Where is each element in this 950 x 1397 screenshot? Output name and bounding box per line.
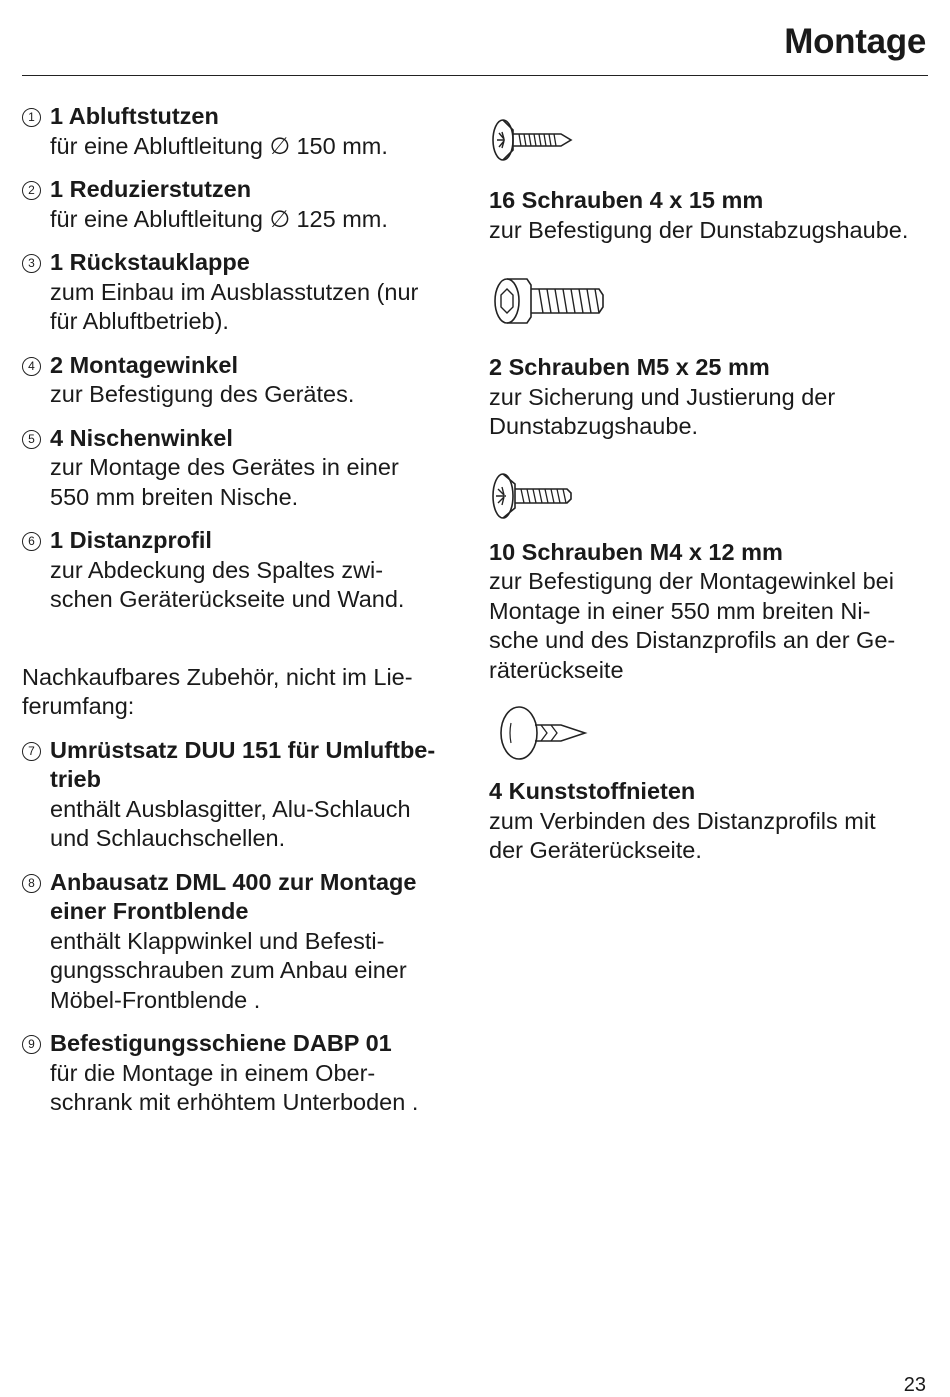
item-number: 8 [22,874,41,893]
list-item [22,175,462,234]
plastic-rivet-icon [489,705,599,765]
part-title: 16 Schrauben 4 x 15 mm [489,187,764,213]
accessories-intro: Nachkaufbares Zubehör, nicht im Lie- ferumfang: [22,663,413,719]
item-description: zur Montage des Gerätes in einer 550 mm breiten Nische. [50,454,399,510]
part-description: zur Sicherung und Justierung der Dunstabzugshaube. [489,383,836,439]
part-title: 4 Kunststoffnieten [489,778,696,804]
wood-screw-icon [489,112,589,172]
left-column [22,102,462,1132]
list-item [22,424,462,513]
item-number: 6 [22,532,41,551]
part-title: 10 Schrauben M4 x 12 mm [489,538,783,565]
item-number: 1 [22,108,41,127]
item-title: 1 Abluftstutzen [50,103,219,129]
part-item [489,112,934,245]
item-description: zum Einbau im Ausblasstutzen (nur für Abluftbetrieb). [50,278,419,334]
item-number: 2 [22,181,41,200]
item-number: 9 [22,1035,41,1054]
list-item [22,102,462,161]
item-title: Umrüstsatz DUU 151 für Umluftbe- trieb [50,736,436,792]
accessory-item [22,868,462,1016]
list-item [22,248,462,337]
item-title: 4 Nischenwinkel [50,424,233,451]
list-item [22,351,462,410]
part-description: zur Befestigung der Dunstabzugshaube. [489,216,909,243]
page-title: Montage [784,22,926,61]
item-description: für eine Abluftleitung ∅ 150 mm. [50,132,388,159]
item-description: enthält Klappwinkel und Befesti- gungsschrauben zum Anbau einer Möbel-Frontblende . [50,927,407,1013]
item-description: zur Abdeckung des Spaltes zwi- schen Geräterückseite und Wand. [50,556,405,612]
item-title: 1 Distanzprofil [50,527,212,553]
item-title: 2 Montagewinkel [50,351,239,378]
page-number: 23 [903,1374,926,1396]
part-item [489,267,934,442]
accessory-item [22,736,462,854]
item-number: 5 [22,430,41,449]
item-number: 3 [22,254,41,273]
hex-socket-screw-icon [489,267,609,337]
part-item [489,705,934,866]
item-description: für eine Abluftleitung ∅ 125 mm. [50,205,388,232]
item-description: enthält Ausblasgitter, Alu-Schlauch und Schlauchschellen. [50,795,411,851]
machine-screw-icon [489,464,589,530]
item-title: 1 Rückstauklappe [50,249,250,275]
header-divider [22,75,928,76]
list-item [22,526,462,615]
item-number: 7 [22,742,41,761]
part-description: zum Verbinden des Distanzprofils mit der Geräterückseite. [489,807,876,863]
item-title: 1 Reduzierstutzen [50,176,252,202]
part-description: zur Befestigung der Montagewinkel bei Montage in einer 550 mm breiten Ni- sche und des Distanzprofils an der Ge- räterückseite [489,568,896,683]
item-title: Anbausatz DML 400 zur Montage einer Frontblende [50,868,417,924]
accessory-item [22,1029,462,1118]
part-title: 2 Schrauben M5 x 25 mm [489,354,770,380]
item-title: Befestigungsschiene DABP 01 [50,1030,392,1056]
right-column [489,112,934,866]
item-number: 4 [22,357,41,376]
item-description: zur Befestigung des Gerätes. [50,381,355,407]
part-item [489,464,934,686]
item-description: für die Montage in einem Ober- schrank mit erhöhtem Unterboden . [50,1059,419,1115]
